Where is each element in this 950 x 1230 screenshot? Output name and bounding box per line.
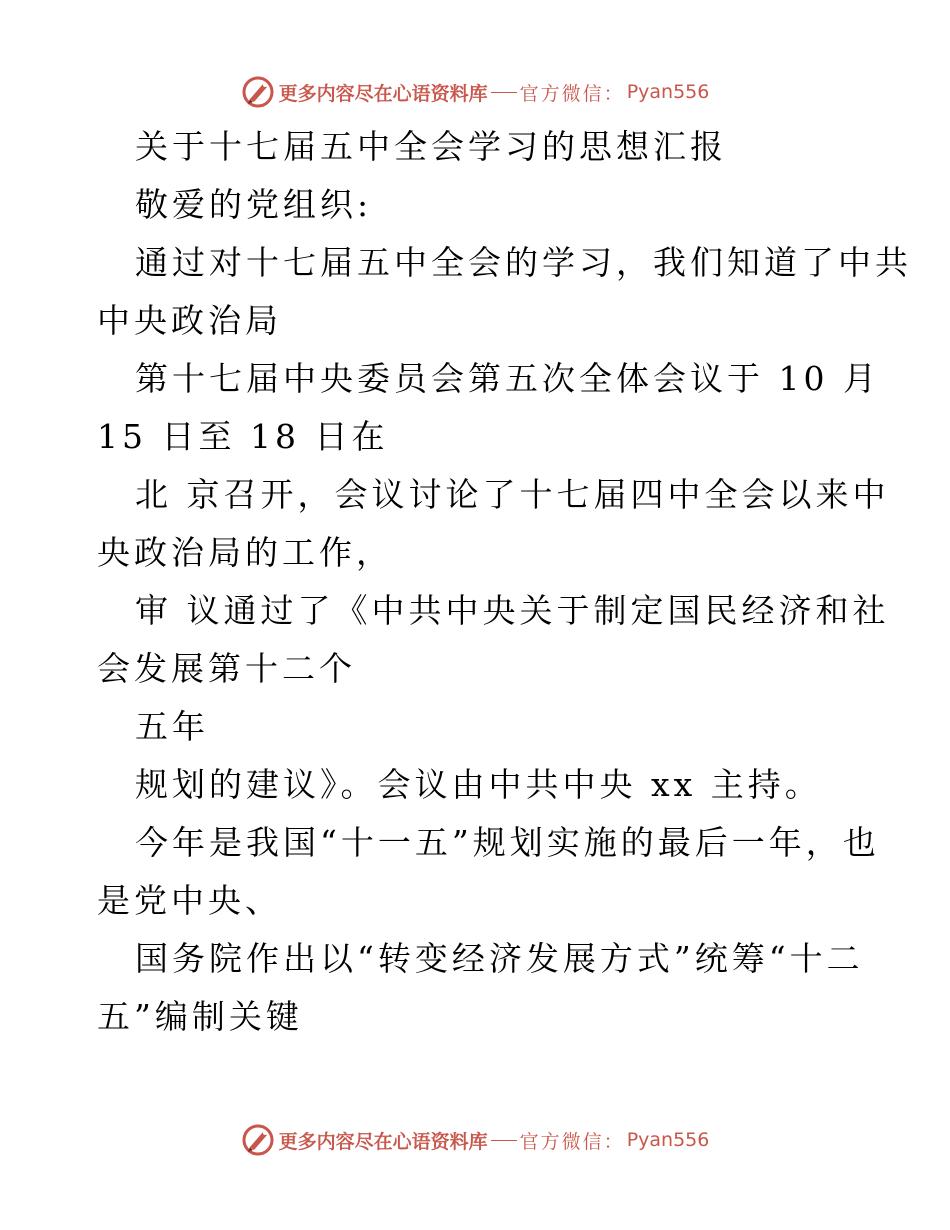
document-line: 审 议通过了《中共中央关于制定国民经济和社 (135, 591, 890, 630)
document-line: 通过对十七届五中全会的学习，我们知道了中共 (135, 243, 912, 282)
document-line: 是党中央、 (97, 881, 282, 920)
document-line: 北 京召开，会议讨论了十七届四中全会以来中 (135, 475, 890, 514)
document-body (97, 118, 912, 1046)
watermark-text: 更多内容尽在心语资料库 (278, 82, 488, 105)
document-line: 会发展第十二个 (97, 649, 356, 688)
document-line: 敬爱的党组织: (135, 185, 373, 224)
header-watermark (0, 72, 950, 112)
pen-logo-icon (241, 75, 275, 109)
document-line: 国务院作出以“转变经济发展方式”统筹“十二 (135, 939, 864, 978)
document-line: 今年是我国“十一五”规划实施的最后一年，也 (135, 823, 880, 862)
watermark-text: 更多内容尽在心语资料库 (278, 1130, 488, 1153)
document-line: 央政治局的工作， (97, 533, 393, 572)
document-line: 五”编制关键 (97, 997, 303, 1036)
document-line: 15 日至 18 日在 (97, 417, 389, 456)
document-line: 关于十七届五中全会学习的思想汇报 (135, 127, 727, 166)
footer-watermark (0, 1120, 950, 1160)
watermark-separator (491, 92, 517, 93)
document-line: 中央政治局 (97, 301, 282, 340)
watermark-wechat-label: 官方微信： (519, 1130, 625, 1153)
watermark-wechat-id: Pyan556 (626, 81, 710, 103)
document-line: 第十七届中央委员会第五次全体会议于 10 月 (135, 359, 880, 398)
document-line: 规划的建议》。会议由中共中央 xx 主持。 (135, 765, 822, 804)
watermark-separator (491, 1140, 517, 1141)
pen-logo-icon (241, 1123, 275, 1157)
watermark-wechat-id: Pyan556 (626, 1129, 710, 1151)
document-line: 五年 (135, 707, 209, 746)
watermark-wechat-label: 官方微信： (519, 82, 625, 105)
